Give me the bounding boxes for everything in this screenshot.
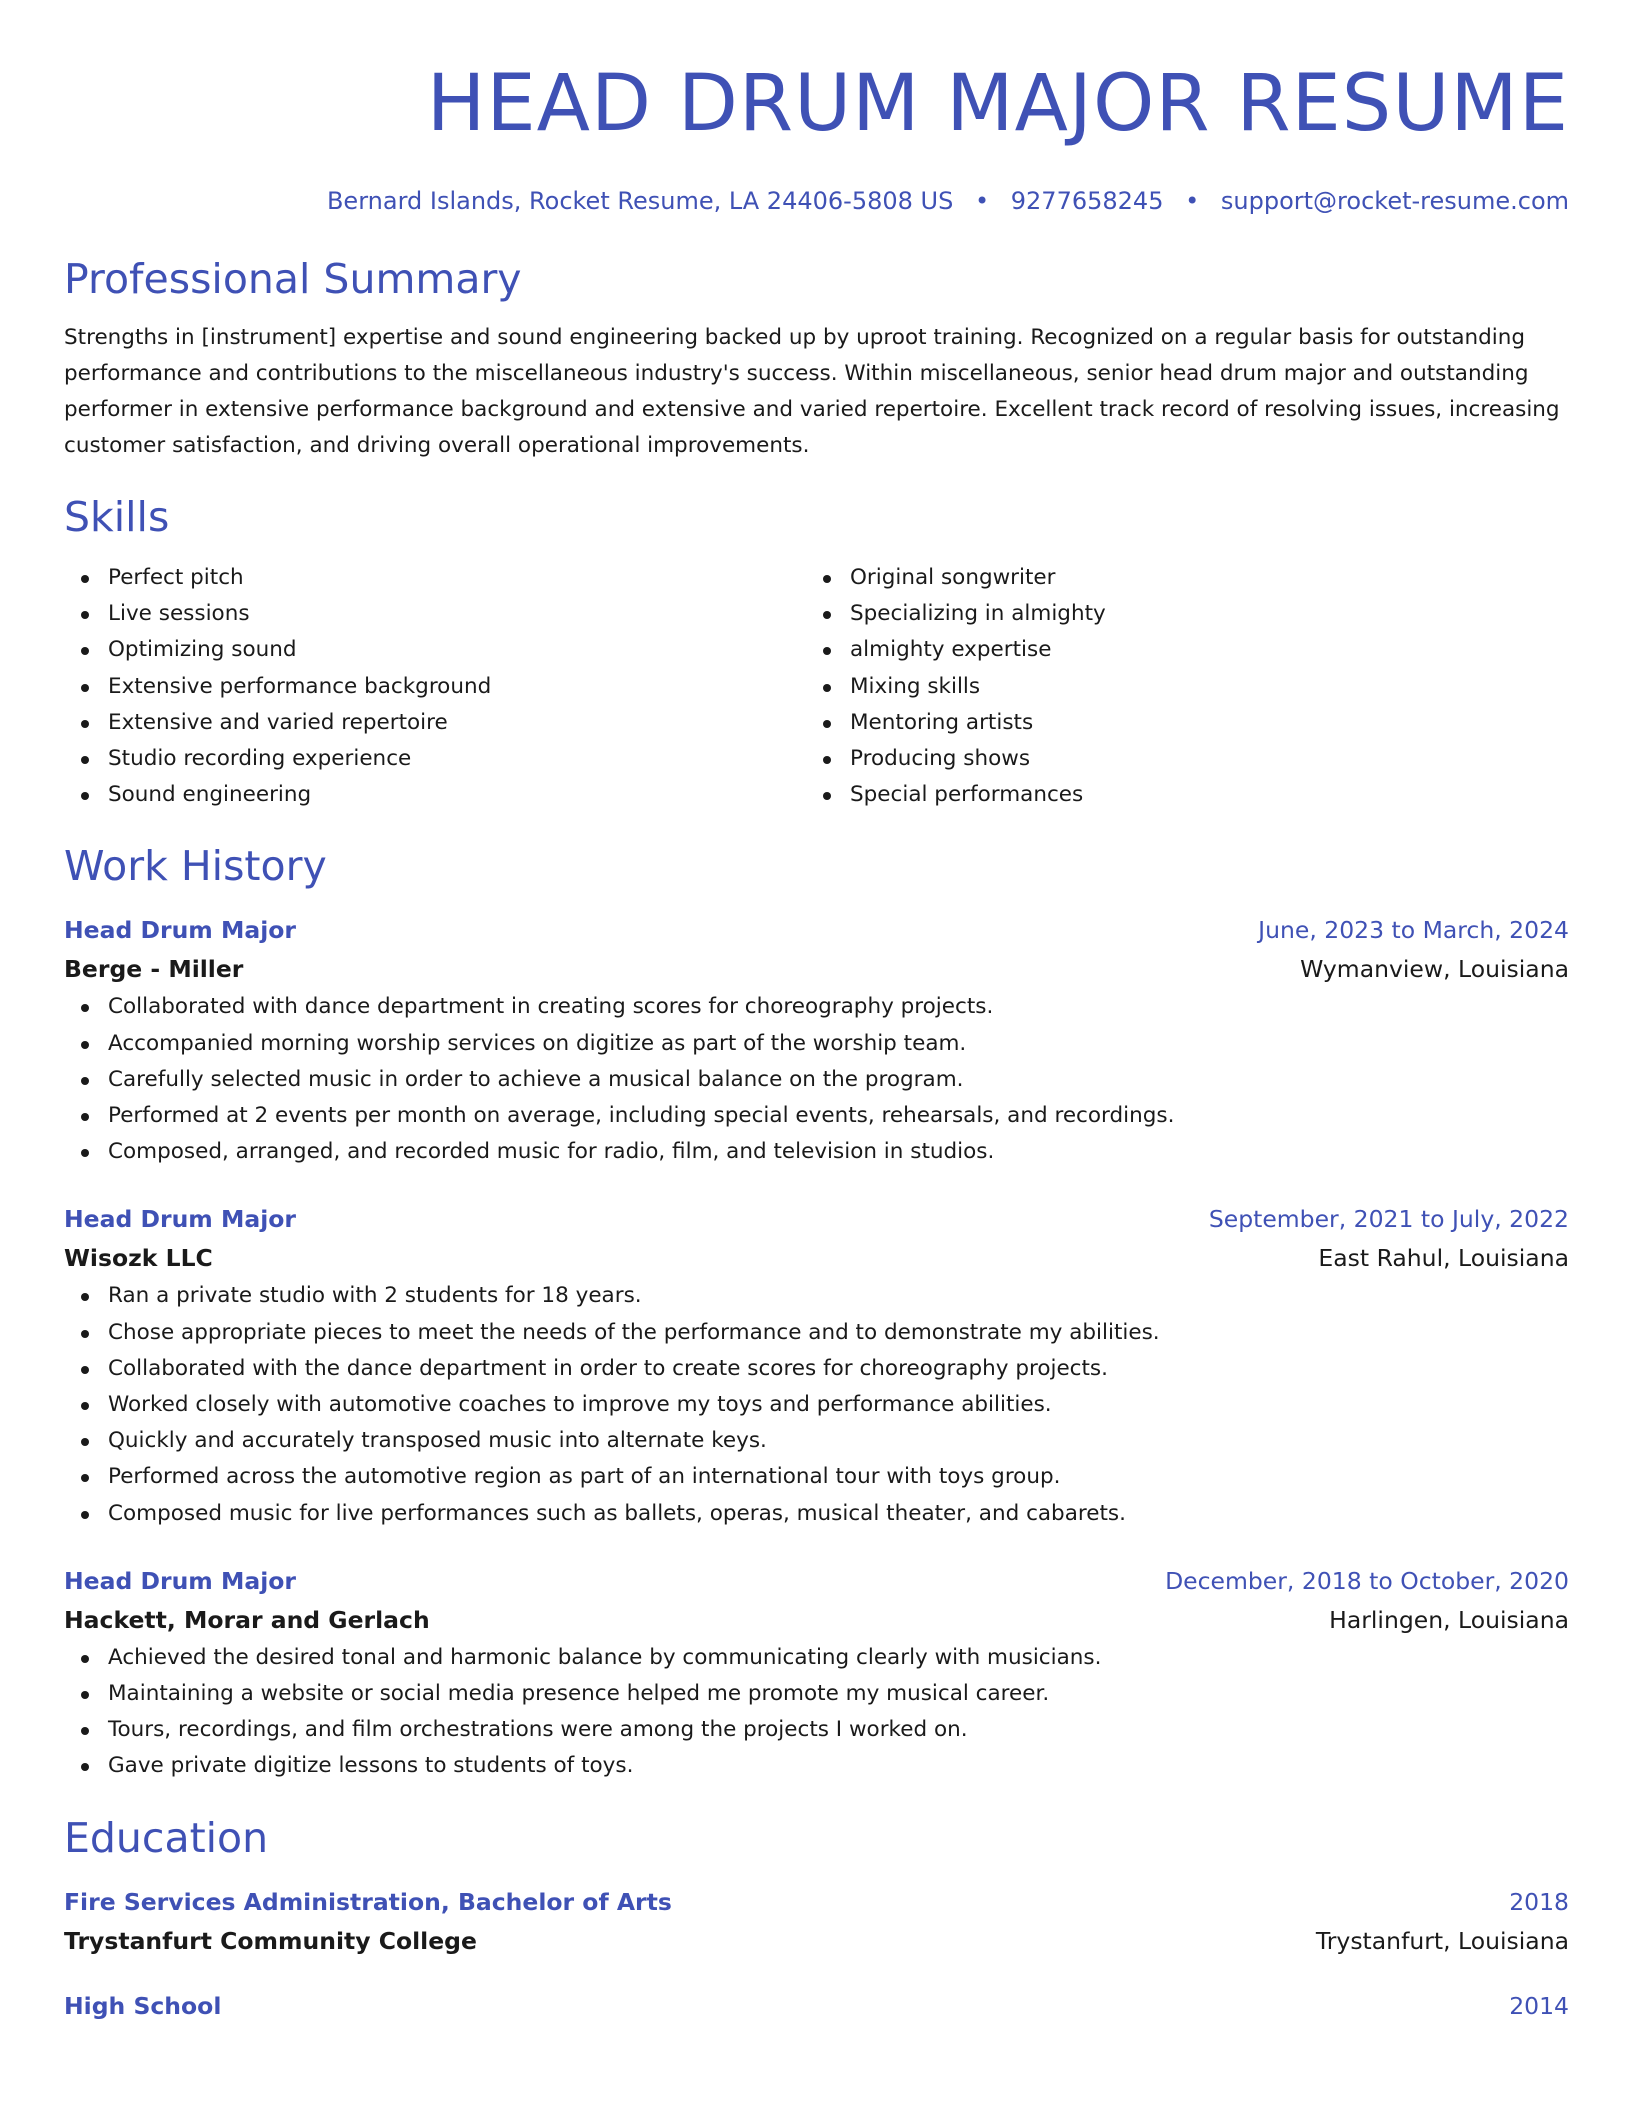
job-duties xyxy=(64,989,1569,1170)
job-role: Head Drum Major xyxy=(64,1566,296,1595)
job-dates: September, 2021 to July, 2022 xyxy=(1208,1205,1569,1234)
job-duty: Worked closely with automotive coaches to improve my toys and performance abilities. xyxy=(64,1387,1569,1423)
skills-grid xyxy=(64,560,1569,813)
contact-email: support@rocket-resume.com xyxy=(1220,187,1569,215)
skills-heading: Skills xyxy=(64,493,170,541)
skill-item: Extensive performance background xyxy=(64,669,806,705)
education-year: 2014 xyxy=(1509,1991,1569,2020)
job-duty: Collaborated with the dance department in order to create scores for choreography projects. xyxy=(64,1351,1569,1387)
skill-item: Special performances xyxy=(806,777,1548,813)
skills-column-right xyxy=(806,560,1548,813)
job-company: Wisozk LLC xyxy=(64,1244,213,1273)
job-duty: Quickly and accurately transposed music into alternate keys. xyxy=(64,1423,1569,1459)
education-heading: Education xyxy=(64,1813,269,1862)
job-duty: Achieved the desired tonal and harmonic balance by communicating clearly with musicians. xyxy=(64,1640,1569,1676)
job-entry xyxy=(64,911,1569,1170)
job-entry xyxy=(64,1200,1569,1531)
job-title-row xyxy=(64,1200,1569,1238)
job-company: Hackett, Morar and Gerlach xyxy=(64,1605,430,1634)
job-duty: Ran a private studio with 2 students for 18 years. xyxy=(64,1278,1569,1314)
job-dates: December, 2018 to October, 2020 xyxy=(1165,1566,1569,1595)
job-role: Head Drum Major xyxy=(64,1205,296,1234)
skill-item: Extensive and varied repertoire xyxy=(64,705,806,741)
education-school: Trystanfurt Community College xyxy=(64,1926,477,1955)
job-duty: Accompanied morning worship services on digitize as part of the worship team. xyxy=(64,1026,1569,1062)
education-school-row xyxy=(64,1921,1569,1961)
contact-phone: 9277658245 xyxy=(1010,187,1164,215)
education-location: Trystanfurt, Louisiana xyxy=(1315,1926,1569,1955)
work-history-heading: Work History xyxy=(64,842,327,891)
education-degree-row xyxy=(64,1883,1569,1921)
job-duty: Gave private digitize lessons to students of toys. xyxy=(64,1748,1569,1784)
job-location: Wymanview, Louisiana xyxy=(1300,955,1569,984)
skill-item: Specializing in almighty xyxy=(806,596,1548,632)
job-duty: Maintaining a website or social media presence helped me promote my musical career. xyxy=(64,1676,1569,1712)
job-duty: Chose appropriate pieces to meet the needs of the performance and to demonstrate my abilities. xyxy=(64,1315,1569,1351)
job-title-row xyxy=(64,911,1569,949)
job-duties xyxy=(64,1278,1569,1531)
job-company: Berge - Miller xyxy=(64,955,244,984)
education-year: 2018 xyxy=(1509,1887,1569,1916)
education-degree: High School xyxy=(64,1991,222,2020)
skill-item: Optimizing sound xyxy=(64,632,806,668)
job-location: East Rahul, Louisiana xyxy=(1318,1244,1569,1273)
job-duty: Composed music for live performances such as ballets, operas, musical theater, and cabarets. xyxy=(64,1496,1569,1532)
skill-item: Perfect pitch xyxy=(64,560,806,596)
job-duty: Performed across the automotive region as part of an international tour with toys group. xyxy=(64,1459,1569,1495)
skill-item: Mixing skills xyxy=(806,669,1548,705)
summary-text: Strengths in [instrument] expertise and sound engineering backed up by uproot training. Recognized on a regular basis for outstanding performance and contributions to the miscellaneous industry's success. Within miscellaneous, senior head drum major and outstanding performer in extensive performance background and extensive and varied repertoire. Excellent track record of resolving issues, increasing customer satisfaction, and driving overall operational improvements. xyxy=(64,325,1560,458)
education-degree-row xyxy=(64,1987,1569,2025)
job-company-row xyxy=(64,1238,1569,1278)
job-duty: Composed, arranged, and recorded music for radio, film, and television in studios. xyxy=(64,1134,1569,1170)
skill-item: Studio recording experience xyxy=(64,741,806,777)
education-entry xyxy=(64,1883,1569,1961)
job-company-row xyxy=(64,1600,1569,1640)
job-company-row xyxy=(64,949,1569,989)
contact-line xyxy=(64,186,1569,216)
job-location: Harlingen, Louisiana xyxy=(1329,1605,1569,1634)
skills-column-left xyxy=(64,560,806,813)
skill-item: Mentoring artists xyxy=(806,705,1548,741)
education-degree: Fire Services Administration, Bachelor of Arts xyxy=(64,1887,672,1916)
contact-separator: • xyxy=(1185,187,1200,215)
job-dates: June, 2023 to March, 2024 xyxy=(1258,916,1569,945)
contact-separator: • xyxy=(974,187,990,215)
resume-page xyxy=(64,0,1569,2025)
skill-item: Live sessions xyxy=(64,596,806,632)
job-duties xyxy=(64,1640,1569,1785)
job-role: Head Drum Major xyxy=(64,916,296,945)
summary-heading: Professional Summary xyxy=(64,255,522,303)
job-duty: Carefully selected music in order to achieve a musical balance on the program. xyxy=(64,1062,1569,1098)
contact-address: Bernard Islands, Rocket Resume, LA 24406-5808 US xyxy=(326,187,954,215)
job-duty: Collaborated with dance department in creating scores for choreography projects. xyxy=(64,989,1569,1025)
job-duty: Performed at 2 events per month on average, including special events, rehearsals, and recordings. xyxy=(64,1098,1569,1134)
education-entry xyxy=(64,1987,1569,2025)
job-entry xyxy=(64,1562,1569,1785)
skill-item: Sound engineering xyxy=(64,777,806,813)
skill-item: Producing shows xyxy=(806,741,1548,777)
skill-item: Original songwriter xyxy=(806,560,1548,596)
skill-item: almighty expertise xyxy=(806,632,1548,668)
job-title-row xyxy=(64,1562,1569,1600)
job-duty: Tours, recordings, and film orchestrations were among the projects I worked on. xyxy=(64,1712,1569,1748)
resume-title: HEAD DRUM MAJOR RESUME xyxy=(426,59,1569,149)
